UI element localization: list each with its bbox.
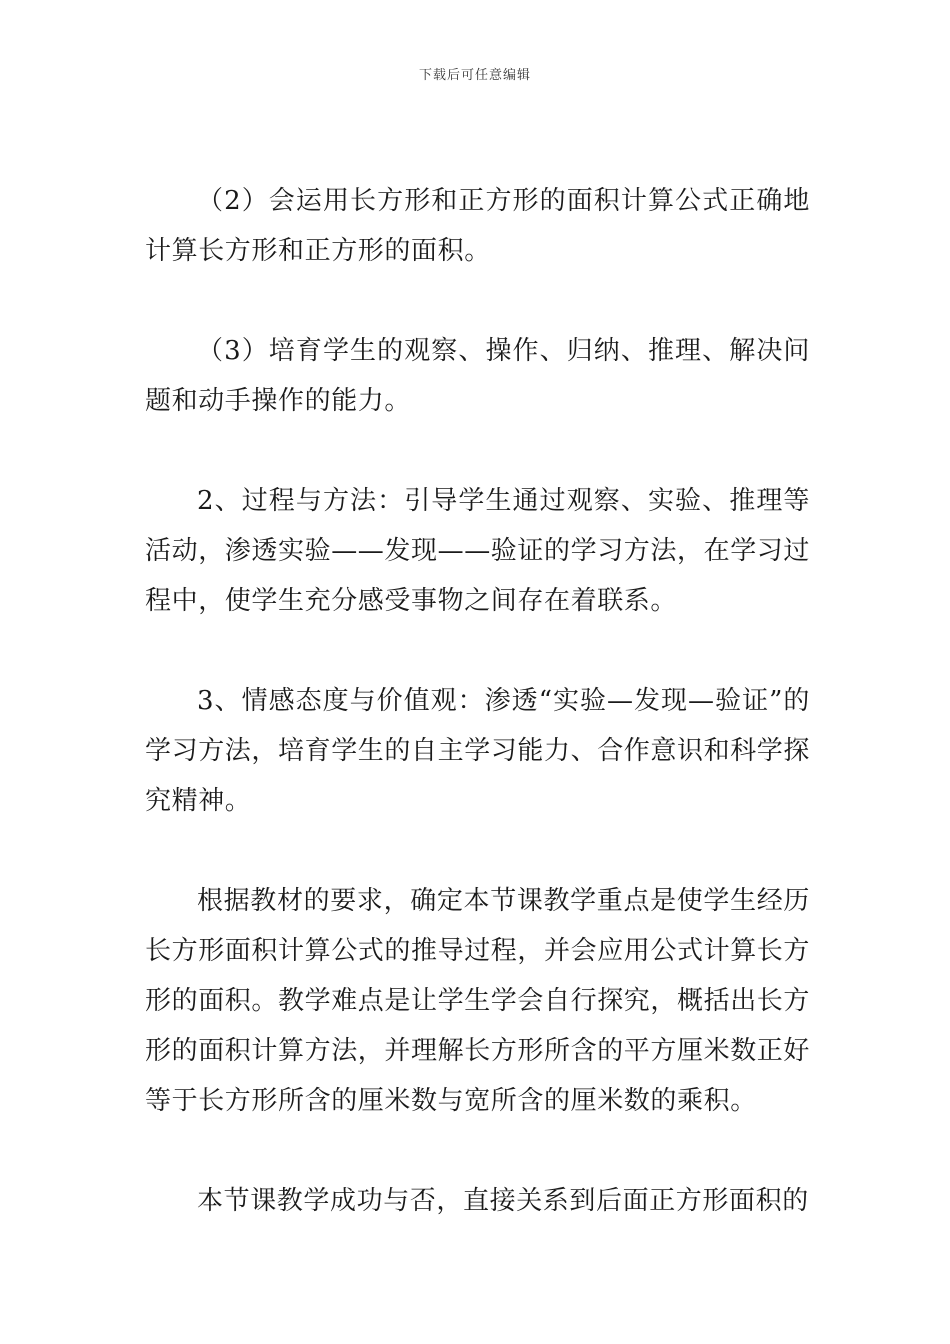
paragraph-key-points: 根据教材的要求，确定本节课教学重点是使学生经历长方形面积计算公式的推导过程，并会应用公式计算长方形的面积。教学难点是让学生学会自行探究，概括出长方形的面积计算方法，并理解长方形所含的平方厘米数正好等于长方形所含的厘米数与宽所含的厘米数的乘积。 bbox=[145, 886, 811, 1116]
paragraph-conclusion: 本节课教学成功与否，直接关系到后面正方形面积的 bbox=[197, 1186, 809, 1216]
page-header: 下载后可任意编辑 bbox=[418, 68, 531, 83]
paragraph-objective-3: （3）培育学生的观察、操作、归纳、推理、解决问题和动手操作的能力。 bbox=[145, 336, 810, 416]
paragraph-objective-2: （2）会运用长方形和正方形的面积计算公式正确地计算长方形和正方形的面积。 bbox=[145, 186, 810, 266]
paragraph-emotion-values: 3、情感态度与价值观：渗透“实验—发现—验证”的学习方法，培育学生的自主学习能力、合作意识和科学探究精神。 bbox=[145, 686, 811, 816]
paragraph-process-method: 2、过程与方法：引导学生通过观察、实验、推理等活动，渗透实验——发现——验证的学习方法，在学习过程中，使学生充分感受事物之间存在着联系。 bbox=[145, 486, 811, 616]
document-body bbox=[145, 176, 810, 1226]
